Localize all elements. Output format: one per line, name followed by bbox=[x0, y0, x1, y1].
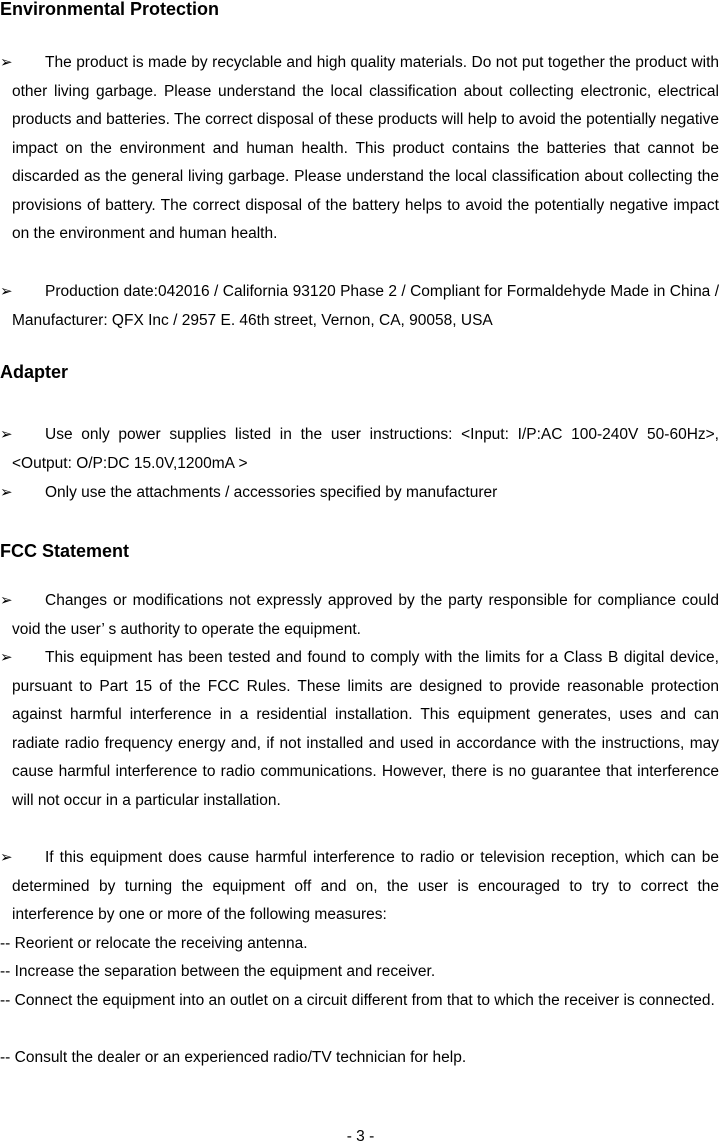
heading-adapter: Adapter bbox=[0, 362, 69, 382]
bullet-arrow-icon: ➢ bbox=[0, 54, 13, 71]
environmental-item-1-text: The product is made by recyclable and high quality materials. Do not put together the product with other living garbage. Please understand the local classification about collecting electronic, electrical products and batteries. The correct disposal of these products will help to avoid the potentially negative impact on the environment and human health. This product contains the batteries that cannot be discarded as the general living garbage. Please understand the local classification about collecting the provisions of battery. The correct disposal of the battery helps to avoid the potentially negative impact on the environment and human health. bbox=[12, 54, 719, 242]
bullet-arrow-icon: ➢ bbox=[0, 283, 13, 300]
bullet-arrow-icon: ➢ bbox=[0, 849, 13, 866]
fcc-item-2-text: This equipment has been tested and found to comply with the limits for a Class B digital device, pursuant to Part 15 of the FCC Rules. These limits are designed to provide reasonable protection against harmful interference in a residential installation. This equipment generates, uses and can radiate radio frequency energy and, if not installed and used in accordance with the instructions, may cause harmful interference to radio communications. However, there is no guarantee that interference will not occur in a particular installation. bbox=[12, 649, 719, 809]
heading-environmental-protection: Environmental Protection bbox=[0, 0, 220, 19]
fcc-measure-increase-separation: -- Increase the separation between the equipment and receiver. bbox=[0, 963, 436, 980]
fcc-item-1-text: Changes or modifications not expressly approved by the party responsible for compliance could void the user’ s authority to operate the equipment. bbox=[12, 592, 719, 638]
page-number: - 3 - bbox=[346, 1128, 375, 1145]
heading-fcc-statement: FCC Statement bbox=[0, 541, 130, 561]
bullet-arrow-icon: ➢ bbox=[0, 484, 13, 501]
fcc-measure-reorient: -- Reorient or relocate the receiving antenna. bbox=[0, 935, 308, 952]
fcc-measure-consult-dealer: -- Consult the dealer or an experienced radio/TV technician for help. bbox=[0, 1049, 467, 1066]
adapter-item-1-text: Use only power supplies listed in the user instructions: <Input: I/P:AC 100-240V 50-60Hz>, <Output: O/P:DC 15.0V,1200mA > bbox=[12, 426, 719, 472]
fcc-item-3-text: If this equipment does cause harmful interference to radio or television reception, which can be determined by turning the equipment off and on, the user is encouraged to try to correct the interference by one or more of the following measures: bbox=[12, 849, 719, 923]
fcc-measure-different-outlet: -- Connect the equipment into an outlet on a circuit different from that to which the receiver is connected. bbox=[0, 992, 715, 1009]
adapter-item-2-text: Only use the attachments / accessories specified by manufacturer bbox=[45, 484, 498, 501]
bullet-arrow-icon: ➢ bbox=[0, 426, 13, 443]
bullet-arrow-icon: ➢ bbox=[0, 592, 13, 609]
environmental-item-2-text: Production date:042016 / California 93120 Phase 2 / Compliant for Formaldehyde Made in China / Manufacturer: QFX Inc / 2957 E. 46th street, Vernon, CA, 90058, USA bbox=[12, 283, 719, 329]
bullet-arrow-icon: ➢ bbox=[0, 649, 13, 666]
